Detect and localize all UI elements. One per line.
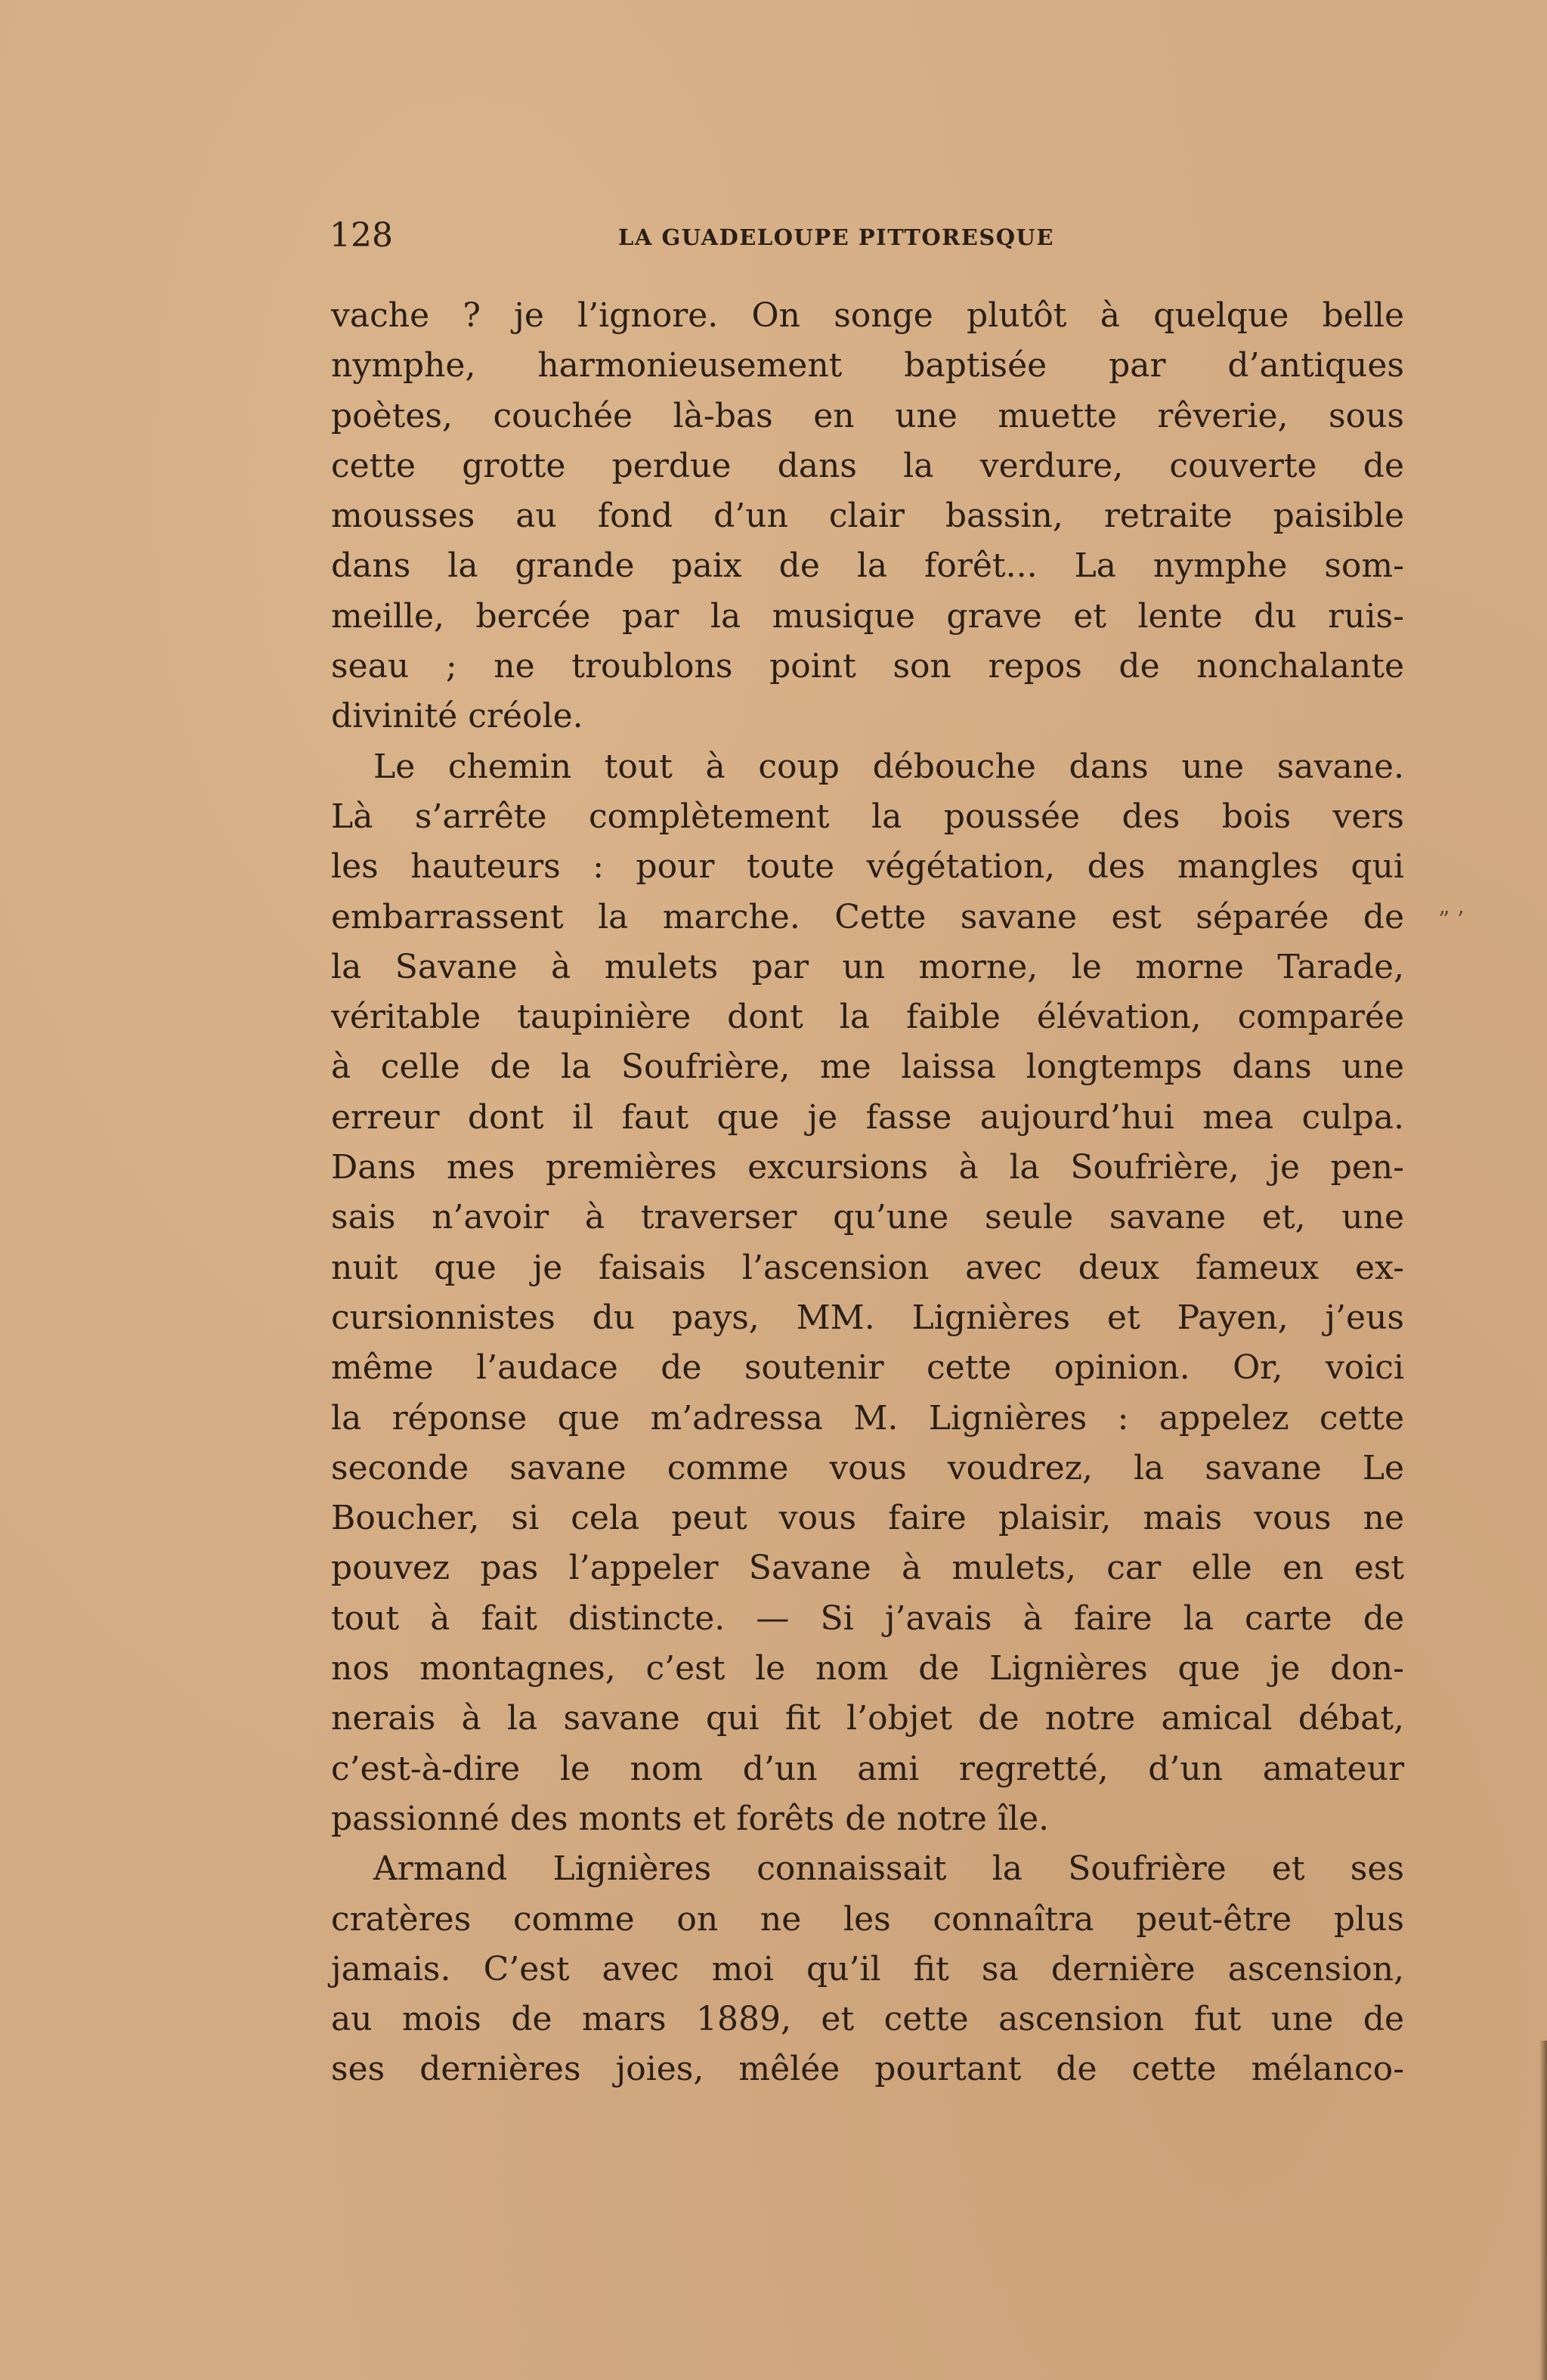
text-line: Le chemin tout à coup débouche dans une savane.: [373, 747, 1404, 786]
text-line: au mois de mars 1889, et cette ascension fut une de: [331, 2000, 1404, 2039]
text-line: embarrassent la marche. Cette savane est séparée de: [331, 897, 1404, 936]
text-line: divinité créole.: [331, 697, 583, 736]
text-line: Boucher, si cela peut vous faire plaisir, mais vous ne: [331, 1499, 1404, 1538]
text-line: cursionnistes du pays, MM. Lignières et Payen, j’eus: [331, 1298, 1404, 1337]
text-line: sais n’avoir à traverser qu’une seule savane et, une: [331, 1198, 1404, 1237]
text-line: nuit que je faisais l’ascension avec deux fameux ex-: [331, 1248, 1404, 1287]
text-line: vache ? je l’ignore. On songe plutôt à quelque belle: [331, 296, 1404, 335]
page-number: 128: [330, 216, 393, 255]
running-title: LA GUADELOUPE PITTORESQUE: [618, 224, 1054, 250]
running-head: [330, 213, 1403, 258]
text-line: poètes, couchée là-bas en une muette rêverie, sous: [331, 396, 1404, 435]
text-line: seau ; ne troublons point son repos de nonchalante: [331, 647, 1404, 686]
text-line: même l’audace de soutenir cette opinion. Or, voici: [331, 1348, 1404, 1388]
text-line: mousses au fond d’un clair bassin, retraite paisible: [331, 497, 1404, 536]
text-line: Dans mes premières excursions à la Soufrière, je pen-: [331, 1148, 1404, 1187]
text-line: c’est-à-dire le nom d’un ami regretté, d’un amateur: [331, 1749, 1404, 1788]
text-line: à celle de la Soufrière, me laissa longtemps dans une: [331, 1048, 1404, 1087]
text-line: pouvez pas l’appeler Savane à mulets, car elle en est: [331, 1549, 1404, 1588]
text-line: erreur dont il faut que je fasse aujourd’hui mea culpa.: [331, 1097, 1404, 1137]
text-line: Armand Lignières connaissait la Soufrière et ses: [373, 1849, 1404, 1889]
text-line: passionné des monts et forêts de notre île.: [331, 1799, 1050, 1838]
text-line: ses dernières joies, mêlée pourtant de cette mélanco-: [331, 2050, 1404, 2089]
text-line: cette grotte perdue dans la verdure, couverte de: [331, 446, 1404, 485]
text-line: seconde savane comme vous voudrez, la savane Le: [331, 1448, 1404, 1487]
body-text: [331, 291, 1404, 2095]
text-line: Là s’arrête complètement la poussée des bois vers: [331, 797, 1404, 836]
text-line: nymphe, harmonieusement baptisée par d’antiques: [331, 346, 1404, 385]
margin-mark: ” ’: [1438, 907, 1465, 933]
text-line: la réponse que m’adressa M. Lignières : appelez cette: [331, 1398, 1404, 1438]
page-edge-shadow: [1539, 2041, 1547, 2380]
text-line: nos montagnes, c’est le nom de Lignières que je don-: [331, 1649, 1404, 1688]
text-line: jamais. C’est avec moi qu’il fit sa dernière ascension,: [331, 1949, 1404, 1988]
text-line: les hauteurs : pour toute végétation, des mangles qui: [331, 847, 1404, 887]
text-line: nerais à la savane qui fit l’objet de notre amical débat,: [331, 1699, 1404, 1738]
text-line: la Savane à mulets par un morne, le morne Tarade,: [331, 947, 1404, 986]
text-line: dans la grande paix de la forêt... La nymphe som-: [331, 546, 1404, 586]
text-line: véritable taupinière dont la faible élévation, comparée: [331, 998, 1404, 1037]
text-line: cratères comme on ne les connaîtra peut-être plus: [331, 1899, 1404, 1939]
text-line: tout à fait distincte. — Si j’avais à faire la carte de: [331, 1599, 1404, 1638]
text-line: meille, bercée par la musique grave et lente du ruis-: [331, 596, 1404, 636]
